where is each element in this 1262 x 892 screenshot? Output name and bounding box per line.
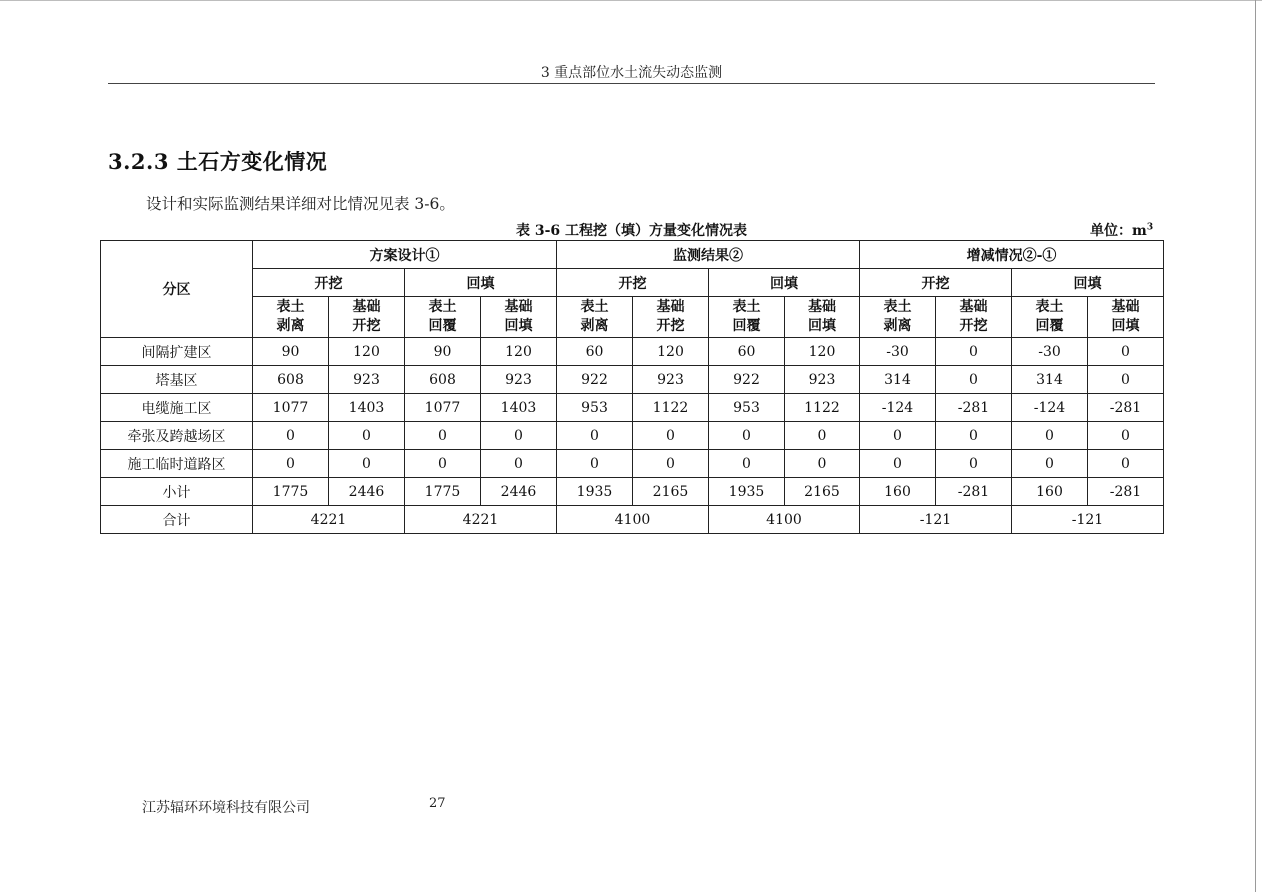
column-header xyxy=(860,297,936,338)
subtotal-cell: 1935 xyxy=(557,478,633,506)
value-cell: 923 xyxy=(481,366,557,394)
value-cell: 0 xyxy=(860,422,936,450)
column-header-line: 回覆 xyxy=(428,318,457,334)
column-header-line: 基础 xyxy=(1111,299,1140,315)
sub-header: 开挖 xyxy=(557,269,709,297)
value-cell: 0 xyxy=(1088,422,1164,450)
value-cell: -281 xyxy=(1088,394,1164,422)
column-header xyxy=(785,297,860,338)
value-cell: 953 xyxy=(709,394,785,422)
table-row xyxy=(101,338,1164,366)
value-cell: 923 xyxy=(785,366,860,394)
column-header-line: 开挖 xyxy=(352,318,381,334)
value-cell: 90 xyxy=(253,338,329,366)
column-header-line: 回填 xyxy=(1111,318,1140,334)
column-header-line: 基础 xyxy=(959,299,988,315)
value-cell: 1077 xyxy=(405,394,481,422)
page-border-top xyxy=(0,0,1262,1)
column-header-line: 表土 xyxy=(883,299,912,315)
column-header-line: 表土 xyxy=(732,299,761,315)
value-cell: 0 xyxy=(936,338,1012,366)
value-cell: 314 xyxy=(1012,366,1088,394)
value-cell: 0 xyxy=(709,450,785,478)
column-header-line: 基础 xyxy=(504,299,533,315)
value-cell: 0 xyxy=(1012,450,1088,478)
group-header-monitoring: 监测结果② xyxy=(557,241,860,269)
running-header: 3 重点部位水土流失动态监测 xyxy=(540,65,723,81)
value-cell: 0 xyxy=(936,366,1012,394)
group-header-design: 方案设计① xyxy=(253,241,557,269)
value-cell: 953 xyxy=(557,394,633,422)
column-header xyxy=(633,297,709,338)
region-header: 分区 xyxy=(101,241,253,338)
value-cell: 923 xyxy=(329,366,405,394)
column-header-line: 剥离 xyxy=(276,318,305,334)
value-cell: 314 xyxy=(860,366,936,394)
footer-company: 江苏辐环环境科技有限公司 xyxy=(142,800,310,816)
column-header xyxy=(709,297,785,338)
page-number: 27 xyxy=(429,796,446,811)
table-row xyxy=(101,394,1164,422)
region-cell: 牵张及跨越场区 xyxy=(101,422,253,450)
value-cell: 608 xyxy=(253,366,329,394)
sub-header: 回填 xyxy=(1012,269,1164,297)
value-cell: 0 xyxy=(253,422,329,450)
column-header-line: 表土 xyxy=(580,299,609,315)
total-row xyxy=(101,506,1164,534)
subtotal-cell: 2446 xyxy=(329,478,405,506)
column-header-line: 回填 xyxy=(504,318,533,334)
subtotal-label: 小计 xyxy=(101,478,253,506)
column-header xyxy=(936,297,1012,338)
value-cell: 0 xyxy=(936,422,1012,450)
column-header xyxy=(557,297,633,338)
region-cell: 电缆施工区 xyxy=(101,394,253,422)
value-cell: 0 xyxy=(405,450,481,478)
unit-superscript: 3 xyxy=(1146,222,1154,233)
total-cell: 4221 xyxy=(253,506,405,534)
value-cell: -281 xyxy=(936,394,1012,422)
total-cell: -121 xyxy=(860,506,1012,534)
page-border-right xyxy=(1255,0,1256,892)
value-cell: -124 xyxy=(1012,394,1088,422)
total-label: 合计 xyxy=(101,506,253,534)
value-cell: 0 xyxy=(1088,450,1164,478)
value-cell: 120 xyxy=(481,338,557,366)
subtotal-cell: 2165 xyxy=(633,478,709,506)
column-header xyxy=(405,297,481,338)
value-cell: 0 xyxy=(329,450,405,478)
subtotal-cell: 2165 xyxy=(785,478,860,506)
column-header-line: 回填 xyxy=(808,318,836,334)
value-cell: 120 xyxy=(785,338,860,366)
sub-header: 回填 xyxy=(405,269,557,297)
subtotal-cell: 2446 xyxy=(481,478,557,506)
table-caption: 表 3-6 工程挖（填）方量变化情况表 xyxy=(515,223,748,239)
column-header-line: 剥离 xyxy=(883,318,912,334)
unit-text: 单位：m xyxy=(1090,223,1147,239)
value-cell: 922 xyxy=(557,366,633,394)
value-cell: 0 xyxy=(709,422,785,450)
total-cell: 4100 xyxy=(709,506,860,534)
total-cell: 4100 xyxy=(557,506,709,534)
value-cell: 120 xyxy=(329,338,405,366)
column-header-line: 开挖 xyxy=(959,318,988,334)
value-cell: 90 xyxy=(405,338,481,366)
value-cell: 0 xyxy=(481,450,557,478)
value-cell: 0 xyxy=(860,450,936,478)
sub-header: 回填 xyxy=(709,269,860,297)
value-cell: 0 xyxy=(557,450,633,478)
value-cell: 0 xyxy=(329,422,405,450)
column-header xyxy=(329,297,405,338)
value-cell: 1403 xyxy=(329,394,405,422)
subtotal-cell: 160 xyxy=(860,478,936,506)
value-cell: 60 xyxy=(709,338,785,366)
value-cell: 0 xyxy=(936,450,1012,478)
subtotal-cell: 1935 xyxy=(709,478,785,506)
value-cell: 922 xyxy=(709,366,785,394)
value-cell: 1077 xyxy=(253,394,329,422)
value-cell: 60 xyxy=(557,338,633,366)
total-cell: 4221 xyxy=(405,506,557,534)
value-cell: -124 xyxy=(860,394,936,422)
region-cell: 施工临时道路区 xyxy=(101,450,253,478)
value-cell: 0 xyxy=(253,450,329,478)
column-header xyxy=(481,297,557,338)
value-cell: 0 xyxy=(785,422,860,450)
column-header-line: 基础 xyxy=(656,299,685,315)
table-row xyxy=(101,422,1164,450)
column-header-line: 基础 xyxy=(808,299,836,315)
value-cell: -30 xyxy=(1012,338,1088,366)
group-header-change: 增减情况②-① xyxy=(860,241,1164,269)
section-title: 3.2.3 土石方变化情况 xyxy=(108,149,328,174)
subtotal-cell: 1775 xyxy=(253,478,329,506)
subtotal-cell: 160 xyxy=(1012,478,1088,506)
value-cell: 0 xyxy=(557,422,633,450)
value-cell: 0 xyxy=(1088,366,1164,394)
value-cell: -30 xyxy=(860,338,936,366)
intro-paragraph: 设计和实际监测结果详细对比情况见表 3-6。 xyxy=(146,195,455,213)
column-header xyxy=(1088,297,1164,338)
value-cell: 0 xyxy=(405,422,481,450)
value-cell: 0 xyxy=(1012,422,1088,450)
header-row-subgroups xyxy=(101,269,1164,297)
column-header-line: 表土 xyxy=(428,299,457,315)
earthwork-table xyxy=(100,240,1164,534)
table-row xyxy=(101,450,1164,478)
subtotal-row xyxy=(101,478,1164,506)
value-cell: 0 xyxy=(1088,338,1164,366)
value-cell: 0 xyxy=(633,422,709,450)
sub-header: 开挖 xyxy=(253,269,405,297)
header-rule xyxy=(108,83,1155,84)
column-header-line: 表土 xyxy=(276,299,305,315)
table-row xyxy=(101,366,1164,394)
header-row-columns xyxy=(101,297,1164,338)
region-cell: 塔基区 xyxy=(101,366,253,394)
value-cell: 608 xyxy=(405,366,481,394)
column-header-line: 回覆 xyxy=(1035,318,1064,334)
value-cell: 923 xyxy=(633,366,709,394)
column-header-line: 剥离 xyxy=(580,318,609,334)
subtotal-cell: -281 xyxy=(936,478,1012,506)
region-cell: 间隔扩建区 xyxy=(101,338,253,366)
column-header xyxy=(1012,297,1088,338)
value-cell: 1122 xyxy=(633,394,709,422)
value-cell: 0 xyxy=(633,450,709,478)
subtotal-cell: -281 xyxy=(1088,478,1164,506)
total-cell: -121 xyxy=(1012,506,1164,534)
column-header xyxy=(253,297,329,338)
column-header-line: 基础 xyxy=(352,299,381,315)
header-row-groups xyxy=(101,241,1164,269)
value-cell: 120 xyxy=(633,338,709,366)
unit-label xyxy=(1090,220,1153,240)
value-cell: 1403 xyxy=(481,394,557,422)
value-cell: 1122 xyxy=(785,394,860,422)
column-header-line: 表土 xyxy=(1035,299,1064,315)
column-header-line: 回覆 xyxy=(732,318,761,334)
sub-header: 开挖 xyxy=(860,269,1012,297)
column-header-line: 开挖 xyxy=(656,318,685,334)
value-cell: 0 xyxy=(785,450,860,478)
subtotal-cell: 1775 xyxy=(405,478,481,506)
value-cell: 0 xyxy=(481,422,557,450)
